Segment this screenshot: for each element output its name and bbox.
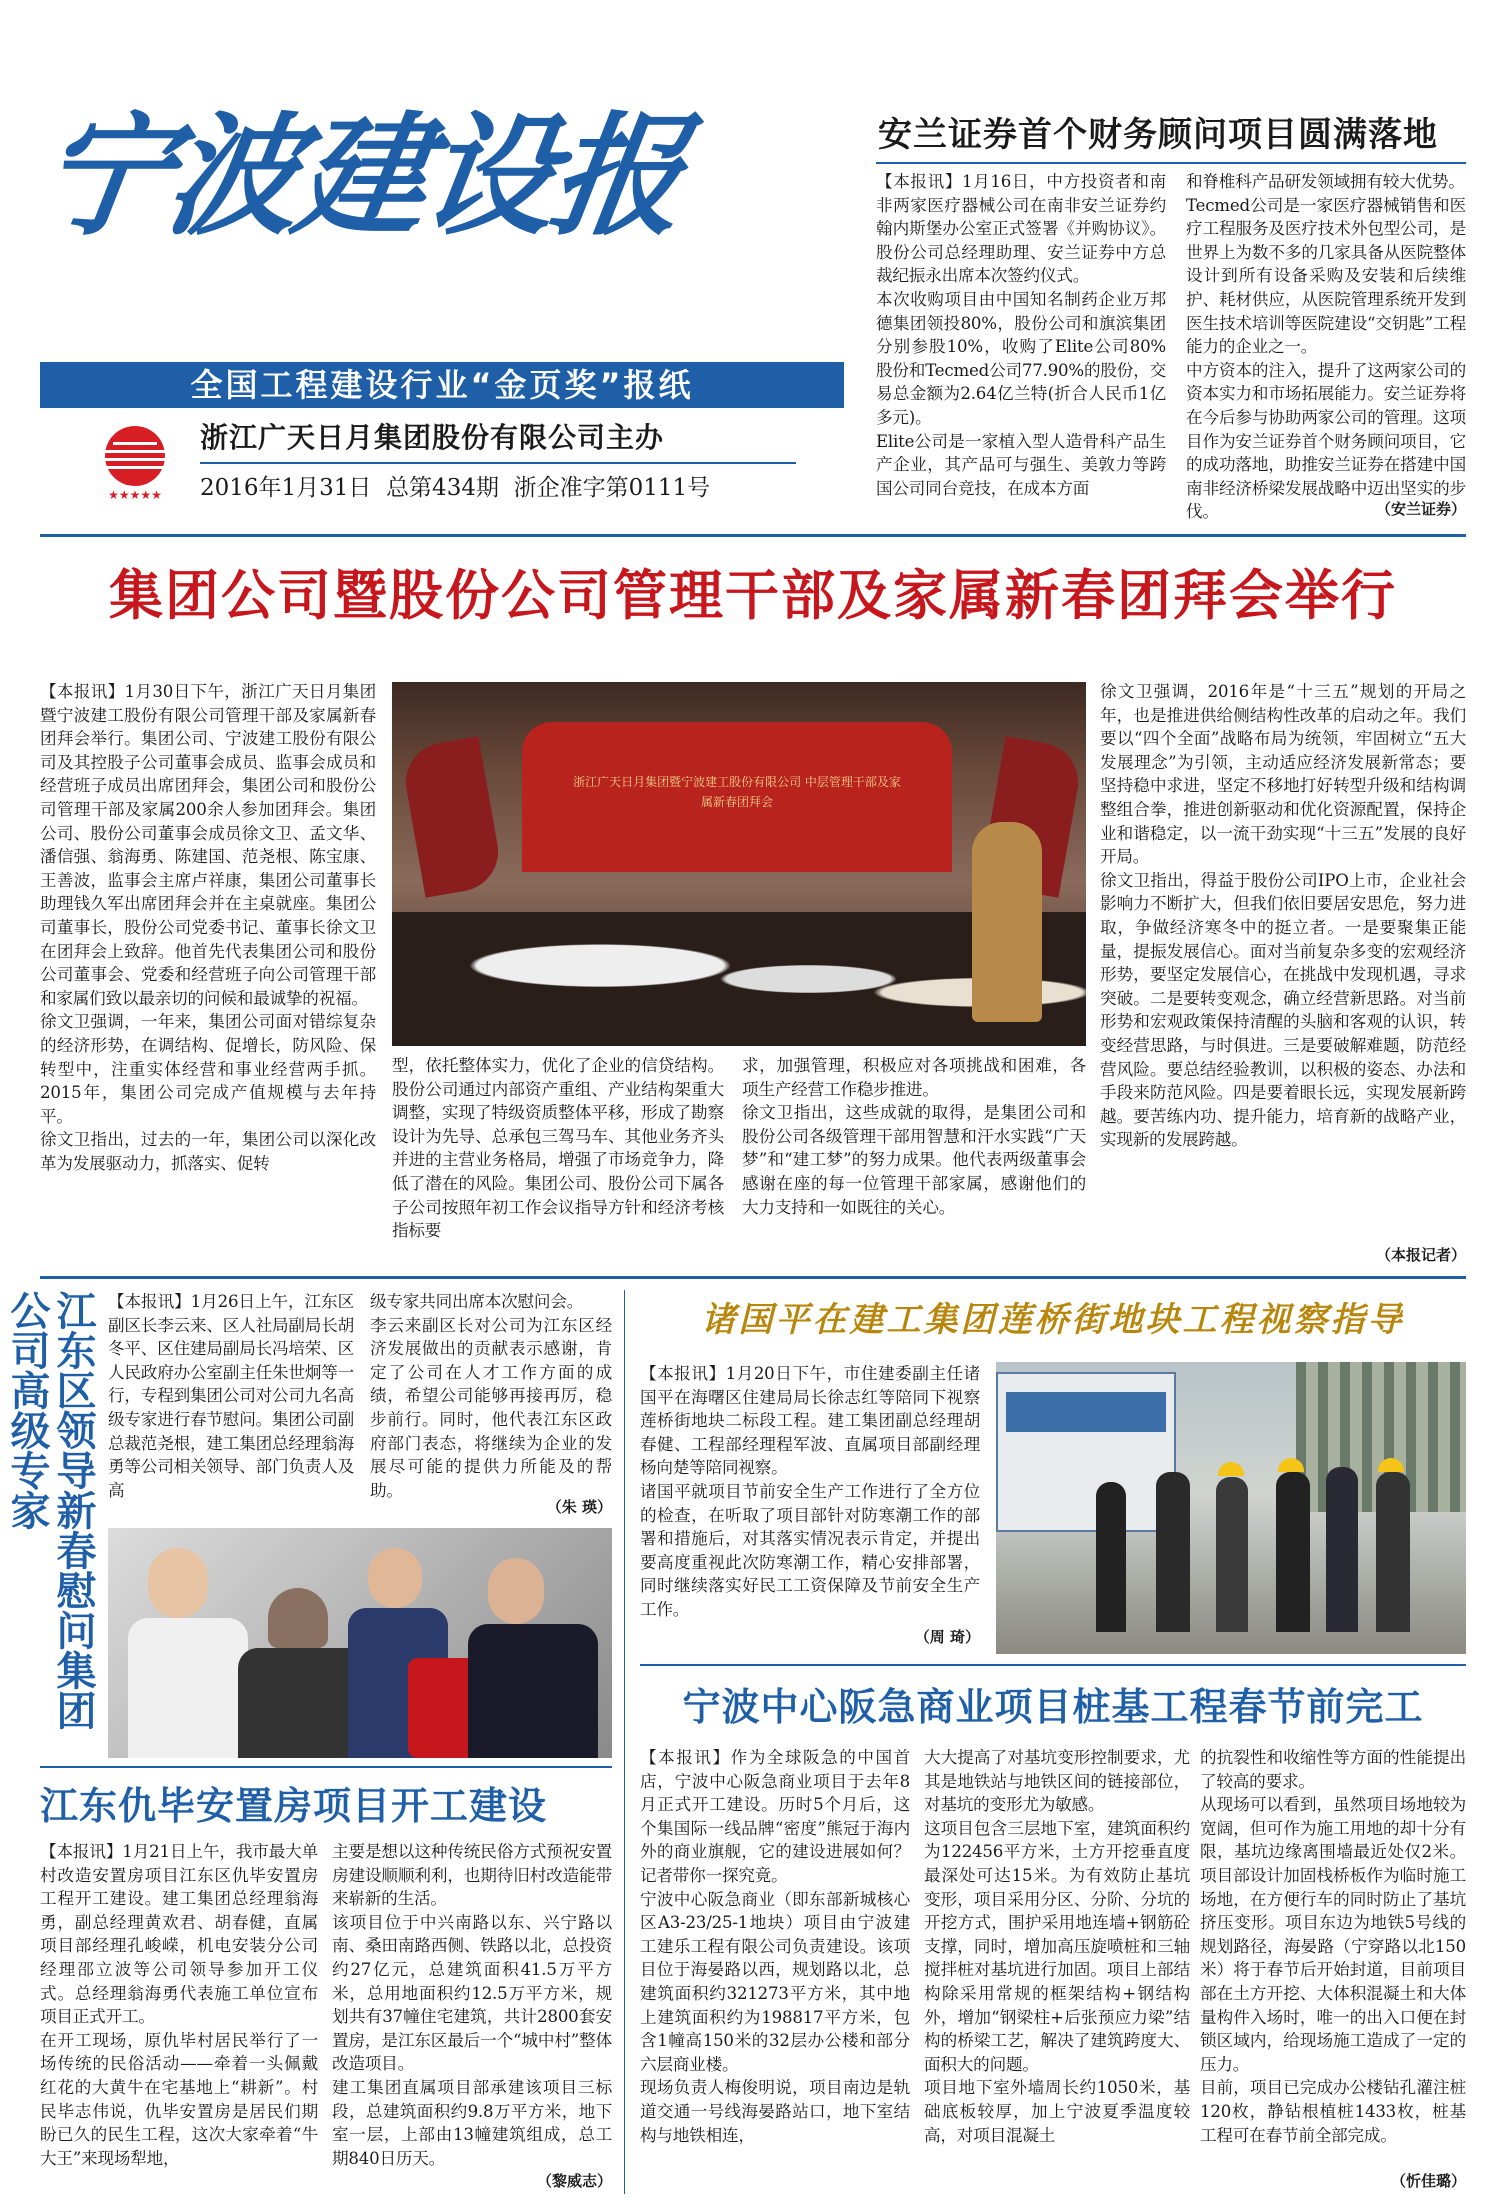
huiji-title: 宁波中心阪急商业项目桩基工程春节前完工 (682, 1685, 1424, 1729)
left-col-rule (40, 1766, 612, 1768)
choubi-col2: 主要是想以这种传统民俗方式预祝安置房建设顺顺利利，也期待旧村改造能带来崭新的生活。 该项目位于中兴南路以东、兴宁路以南、桑田南路西侧、铁路以北，总投资约27亿元，总建筑面积41.5万平方米，总用地面积约12.5万平方米，规划共有37幢住宅建筑，共计2800套安置房，是江东区最后一个“城中村”整体改造项目。 建工集团直属项目部承建该项目三标段，总建筑面积约9.8万平方米，地下室一层，上部由13幢建筑组成，总工期840日历天。 (332, 1842, 612, 2168)
jiangdong-title: 江东区领导新春慰问集团公司高级专家 (4, 1290, 96, 1730)
main-top-rule (40, 534, 1466, 537)
zhuguoping-title: 诸国平在建工集团莲桥街地块工程视察指导 (701, 1300, 1405, 1340)
choubi-title: 江东仇毕安置房项目开工建设 (40, 1784, 548, 1828)
right-mid-rule (640, 1664, 1466, 1666)
masthead-slogan: 全国工程建设行业“金页奖”报纸 (40, 362, 844, 408)
jiangdong-col2: 级专家共同出席本次慰问会。 李云来副区长对公司为江东区经济发展做出的贡献表示感谢，肯定了公司在人才工作方面的成绩，希望公司能够再接再厉，稳步前行。同时，他代表江东区政府部门表态，将继续为企业的发展尽可能的提供力所能及的帮助。 (370, 1292, 612, 1500)
anlan-col2: 和脊椎科产品研发领域拥有较大优势。 Tecmed公司是一家医疗器械销售和医疗工程服务及医疗技术外包型公司，是世界上为数不多的几家具备从医院整体设计到所有设备采购及安装和后续维护、耗材供应，从医院管理系统开发到医生技术培训等医院建设“交钥匙”工程能力的企业之一。 中方资本的注入，提升了这两家公司的资本实力和市场拓展能力。安兰证券将在今后参与协助两家公司的管理。这项目作为安兰证券首个财务顾问项目，它的成功落地，助推安兰证券在搭建中国南非经济桥梁发展战略中迈出坚实的步伐。 (1186, 172, 1466, 522)
huiji-author: （忻佳璐） (1390, 2172, 1466, 2190)
huiji-col1: 【本报讯】作为全球阪急的中国首店，宁波中心阪急商业项目于去年8月正式开工建设。历时5个月后，这个集国际一线品牌“密度”熊冠于海内外的商业旗舰，它的建设进展如何？记者带你一探究竟。 宁波中心阪急商业（即东部新城核心区A3-23/25-1地块）项目由宁波建工建乐工程有限公司负责建设。该项目位于海晏路以西，规划路以北，总建筑面积约321273平方米，其中地上建筑面积约为198817平方米，包含1幢高150米的32层办公楼和部分六层商业楼。 现场负责人梅俊明说，项目南边是轨道交通一号线海晏路站口，地下室结构与地铁相连， (640, 1748, 910, 2145)
jiangdong-author: （朱 瑛） (546, 1498, 612, 1516)
main-headline: 集团公司暨股份公司管理干部及家属新春团拜会举行 (109, 564, 1397, 627)
main-col3: 求，加强管理，积极应对各项挑战和困难，各项生产经营工作稳步推进。 徐文卫指出，这些成就的取得，是集团公司和股份公司各级管理干部用智慧和汗水实践“广天梦”和“建工梦”的努力成果。他代表两级董事会感谢在座的每一位管理干部家属，感谢他们的大力支持和一如既往的关心。 (742, 1056, 1086, 1217)
banquet-photo (392, 682, 1086, 1046)
anlan-col1: 【本报讯】1月16日，中方投资者和南非两家医疗器械公司在南非安兰证券约翰内斯堡办公室正式签署《并购协议》。股份公司总经理助理、安兰证券中方总裁纪振永出席本次签约仪式。 本次收购项目由中国知名制药企业万邦德集团领投80%，股份公司和旗滨集团分别参股10%，收购了Elite公司80%股份和Tecmed公司77.90%的股份，交易总金额为2.64亿兰特(折合人民币1亿多元)。 Elite公司是一家植入型人造骨科产品生产企业，其产品可与强生、美敦力等跨国公司同台竞技，在成本方面 (876, 172, 1166, 498)
section-rule (40, 1276, 1466, 1279)
masthead-sponsor: 浙江广天日月集团股份有限公司主办 (200, 421, 665, 454)
masthead-issue: 2016年1月31日 总第434期 浙企准字第0111号 (200, 475, 711, 501)
main-author: （本报记者） (1375, 1246, 1466, 1264)
anlan-divider (876, 162, 1466, 164)
huiji-col3: 的抗裂性和收缩性等方面的性能提出了较高的要求。 从现场可以看到，虽然项目场地较为宽阔，但可作为施工用地的却十分有限，基坑边缘离围墙最近处仅2米。项目部设计加固栈桥板作为临时施工场地，在方便行车的同时防止了基坑挤压变形。项目东边为地铁5号线的规划路径，海晏路（宁穿路以北150米）将于春节后开始封道，目前项目部在土方开挖、大体积混凝土和大体量构件入场时，唯一的出入口便在封锁区域内，给现场施工造成了一定的压力。 目前，项目已完成办公楼钻孔灌注桩120枚，静钻根植桩1433枚，桩基工程可在春节前全部完成。 (1200, 1748, 1466, 2145)
masthead-title: 宁波建设报 (29, 99, 691, 254)
anlan-title: 安兰证券首个财务顾问项目圆满落地 (878, 115, 1438, 155)
main-col2: 型，依托整体实力，优化了企业的信贷结构。股份公司通过内部资产重组、产业结构架重大调整，实现了特级资质整体平移，形成了勘察设计为先导、总承包三驾马车、其他业务齐头并进的主营业务格局，增强了市场竞争力，降低了潜在的风险。集团公司、股份公司下属各子公司按照年初工作会议指导方针和经济考核指标要 (392, 1056, 724, 1241)
huiji-col2: 大大提高了对基坑变形控制要求，尤其是地铁站与地铁区间的链接部位，对基坑的变形尤为敏感。 这项目包含三层地下室，建筑面积约为122456平方米，土方开挖垂直度最深处可达15米。为有效防止基坑变形，项目采用分区、分阶、分坑的开挖方式，围护采用地连墙+钢筋砼支撑，同时，增加高压旋喷桩和三轴搅拌桩对基坑进行加固。项目上部结构除采用常规的框架结构+钢结构外，增加“钢梁柱+后张预应力梁”结构的桥梁工艺，解决了建筑跨度大、面积大的问题。 项目地下室外墙周长约1050米，基础底板较厚，加上宁波夏季温度较高，对项目混凝土 (924, 1748, 1190, 2145)
inspection-photo (996, 1362, 1466, 1654)
banner-text: 浙江广天日月集团暨宁波建工股份有限公司 中层管理干部及家属新春团拜会 (573, 775, 901, 809)
choubi-author: （黎威志） (536, 2172, 612, 2190)
zhuguoping-body: 【本报讯】1月20日下午，市住建委副主任诸国平在海曙区住建局局长徐志红等陪同下视察莲桥街地块二标段工程。建工集团副总经理胡春健、工程部经理程军波、直属项目部副经理杨向楚等陪同视察。 诸国平就项目节前安全生产工作进行了全方位的检查，在听取了项目部针对防寒潮工作的部署和措施后，对其落实情况表示肯定，并提出要高度重视此次防寒潮工作，精心安排部署，同时继续落实好民工工资保障及节前安全生产工作。 (640, 1364, 980, 1619)
masthead-divider (200, 462, 796, 464)
column-divider (624, 1290, 625, 2194)
choubi-col1: 【本报讯】1月21日上午，我市最大单村改造安置房项目江东区仇毕安置房工程开工建设。建工集团总经理翁海勇，副总经理黄欢君、胡春健，直属项目部经理孔峻嵘，机电安装分公司经理邵立波等公司领导参加开工仪式。总经理翁海勇代表施工单位宣布项目正式开工。 在开工现场，原仇毕村居民举行了一场传统的民俗活动——牵着一头佩戴红花的大黄牛在宅基地上“耕新”。村民毕志伟说，仇毕安置房是居民们期盼已久的民生工程，这次大家牵着“牛大王”来现场犁地， (40, 1842, 318, 2168)
anlan-author: （安兰证券） (1375, 500, 1466, 518)
main-col4: 徐文卫强调，2016年是“十三五”规划的开局之年，也是推进供给侧结构性改革的启动之年。我们要以“四个全面”战略布局为统领，牢固树立“五大发展理念”为引领，主动适应经济发展新常态；要坚持稳中求进，坚定不移地打好转型升级和结构调整组合拳，推进创新驱动和优化资源配置，保持企业和谐稳定，以一流干劲实现“十三五”发展的良好开局。 徐文卫指出，得益于股份公司IPO上市，企业社会影响力不断扩大，但我们依旧要居安思危，努力进取，争做经济寒冬中的挺立者。一是要聚集正能量，提振发展信心。面对当前复杂多变的宏观经济形势，要坚定发展信心，在挑战中发现机遇，寻求突破。二是要转变观念，确立经营新思路。对当前形势和宏观政策保持清醒的头脑和客观的认识，转变经营思路，与时俱进。三是要破解难题，防范经营风险。要总结经验教训，以积极的姿态、办法和手段来防范风险。四是要着眼长远，实现发展新跨越。要苦练内功、提升能力，培育新的战略产业，实现新的发展跨越。 (1100, 682, 1466, 1150)
jiangdong-photo (108, 1528, 612, 1758)
main-col1: 【本报讯】1月30日下午，浙江广天日月集团暨宁波建工股份有限公司管理干部及家属新春团拜会举行。集团公司、宁波建工股份有限公司及其控股子公司董事会成员、监事会成员和经营班子成员出席团拜会，集团公司和股份公司管理干部及家属200余人参加团拜会。集团公司、股份公司董事会成员徐文卫、孟文华、潘信强、翁海勇、陈建国、范尧根、陈宝康、王善波，监事会主席卢祥康，集团公司董事长助理钱久军出席团拜会并在主桌就座。集团公司董事长，股份公司党委书记、董事长徐文卫在团拜会上致辞。他首先代表集团公司和股份公司董事会、党委和经营班子向公司管理干部和家属们致以最亲切的问候和最诚挚的祝福。 徐文卫强调，一年来，集团公司面对错综复杂的经济形势，在调结构、促增长，防风险、保转型中，注重实体经营和事业经营两手抓。2015年，集团公司完成产值规模与去年持平。 徐文卫指出，过去的一年，集团公司以深化改革为发展驱动力，抓落实、促转 (40, 682, 376, 1173)
jiangdong-col1: 【本报讯】1月26日上午，江东区副区长李云来、区人社局副局长胡冬平、区住建局副局长冯培荣、区人民政府办公室副主任朱世炯等一行，专程到集团公司对公司九名高级专家进行春节慰问。集团公司副总裁范尧根，建工集团总经理翁海勇等公司相关领导、部门负责人及高 (108, 1292, 354, 1500)
svg-text:★★★★★: ★★★★★ (108, 488, 162, 502)
company-logo (96, 424, 174, 502)
zhuguoping-author: （周 琦） (914, 1628, 980, 1646)
